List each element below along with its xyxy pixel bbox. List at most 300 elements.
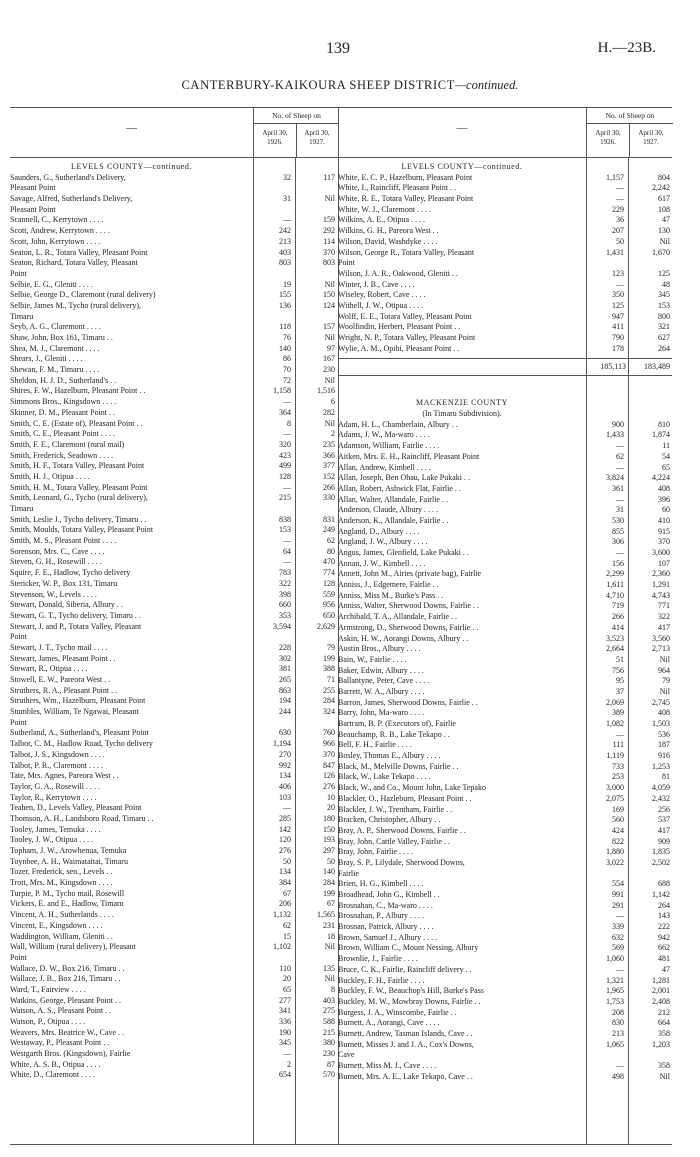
table-row (10, 1049, 338, 1060)
sheep-1926: 140 (279, 343, 291, 353)
sheep-1927: 153 (658, 300, 670, 310)
table-row (10, 183, 338, 194)
table-row (338, 858, 672, 869)
owner-name: Timaru (10, 504, 34, 513)
table-row (10, 365, 338, 376)
owner-name: Tooley, J. W., Otipua . . . . (10, 835, 94, 845)
sheep-1926: 3,523 (606, 633, 624, 643)
sheep-1926: 660 (279, 600, 291, 610)
sheep-1926: 1,433 (606, 430, 624, 440)
table-row (338, 676, 672, 687)
owner-name: Woolfindin, Herbert, Pleasant Point . . (338, 322, 461, 332)
sheep-1926: 719 (612, 601, 624, 611)
table-row (338, 805, 672, 816)
owner-name: Allan, Walter, Allandale, Fairlie . . (338, 494, 448, 504)
sheep-1927: 417 (658, 825, 670, 835)
sheep-1927: 65 (662, 462, 670, 472)
sheep-1926: 76 (283, 333, 291, 342)
sheep-1927: 47 (662, 215, 670, 225)
sheep-1926: 2 (287, 1059, 291, 1069)
owner-name: Ballantyne, Peter, Cave . . . . (338, 676, 430, 686)
table-row (338, 901, 672, 912)
owner-name: Point (10, 717, 27, 727)
sheep-1927: 481 (658, 954, 670, 964)
owner-name: Vincent, E., Kingsdown . . . . (10, 920, 103, 930)
owner-name: Black, W., Lake Tekapo . . . . (338, 772, 431, 782)
owner-name: Annan, J. W., Kimbell . . . . (338, 558, 426, 568)
table-row (338, 430, 672, 441)
table-row (10, 964, 338, 975)
sheep-1927: 1,565 (317, 910, 335, 920)
table-row (10, 835, 338, 846)
owner-name: Austin Bros., Albury . . . . (338, 644, 421, 654)
owner-name: Scott, John, Kerrytown . . . . (10, 236, 101, 246)
table-row (338, 183, 672, 194)
sheep-1927: Nil (659, 1071, 670, 1081)
sheep-1926: 15 (283, 931, 291, 941)
table-row (338, 837, 672, 848)
owner-name: White, I., Raincliff, Pleasant Point . . (338, 183, 457, 193)
sheep-1927: 1,281 (652, 975, 670, 985)
owner-name: Pleasant Point (10, 204, 56, 214)
sheep-1927: 18 (327, 931, 335, 941)
sheep-1927: 130 (658, 226, 670, 236)
sheep-1927: 956 (323, 600, 335, 610)
table-row (10, 718, 338, 729)
table-row (10, 1070, 338, 1081)
sheep-1927: 48 (662, 279, 670, 289)
table-row (338, 719, 672, 730)
sheep-1926: 423 (279, 450, 291, 460)
owner-name: Vincent, A. H., Sutherlands . . . . (10, 910, 114, 920)
owner-name: Wilson, George R., Totara Valley, Pleasant (338, 247, 475, 257)
sheep-1927: 650 (323, 610, 335, 620)
sheep-1926: 37 (616, 686, 624, 696)
sheep-1927: 915 (658, 526, 670, 536)
owner-name: Steven, G. H., Rosewill . . . . (10, 557, 102, 567)
owner-name: Burgess, J. A., Winscombe, Fairlie . . (338, 1007, 457, 1017)
title-main: CANTERBURY-KAIKOURA SHEEP DISTRICT (181, 78, 455, 92)
sheep-1927: 408 (658, 708, 670, 718)
owner-name: Stewart, J. and P., Totara Valley, Pleasant (10, 621, 142, 631)
sheep-1926: 110 (279, 963, 291, 973)
sheep-1927: 199 (323, 888, 335, 898)
sheep-1926: 3,022 (606, 857, 624, 867)
owner-name: Brien, H. G., Kimbell . . . . (338, 879, 424, 889)
table-row (10, 932, 338, 943)
sheep-1926: 229 (612, 204, 624, 214)
table-row (338, 1072, 672, 1083)
table-row (10, 1038, 338, 1049)
table-row (338, 580, 672, 591)
sheep-1927: 180 (323, 813, 335, 823)
table-row (338, 655, 672, 666)
sheep-1927: 140 (323, 867, 335, 877)
sheep-1926: 31 (616, 505, 624, 515)
sheep-1927: 396 (658, 494, 670, 504)
owner-name: Sheldon, H. J. D., Sutherland's . . (10, 375, 117, 385)
table-row (10, 739, 338, 750)
table-row (10, 675, 338, 686)
owner-name: Scannell, C., Kerrytown . . . . (10, 215, 104, 225)
sheep-1926: 838 (279, 514, 291, 524)
page-reference: H.—23B. (597, 40, 656, 56)
sheep-1927: 128 (323, 578, 335, 588)
owner-name: Angland, J. W., Albury . . . . (338, 537, 428, 547)
sheep-1926: 206 (279, 899, 291, 909)
table-row (338, 194, 672, 205)
owner-name: Stevenson, W., Levels . . . . (10, 589, 97, 599)
sheep-1927: 417 (658, 622, 670, 632)
sheep-1926: 134 (279, 771, 291, 781)
sheep-1926: 123 (612, 268, 624, 278)
sheep-1927: 321 (658, 322, 670, 332)
sheep-1927: 79 (662, 676, 670, 686)
owner-name: Burnett, Miss M. J., Cave . . . . (338, 1061, 437, 1070)
table-row (338, 954, 672, 965)
table-row (10, 280, 338, 291)
sheep-1926: 822 (612, 836, 624, 846)
table-row (10, 536, 338, 547)
sheep-1926: 242 (279, 226, 291, 236)
table-row (10, 814, 338, 825)
table-row (10, 194, 338, 205)
owner-name: Topham, J. W., Arowhenua, Temuka (10, 846, 127, 855)
sheep-1926: 134 (279, 867, 291, 877)
sheep-1927: 80 (327, 546, 335, 556)
table-row (338, 173, 672, 184)
sheep-1926: 1,132 (273, 910, 291, 920)
owner-name: Talbot, J. S., Kingsdown . . . . (10, 749, 105, 759)
sheep-1927: 377 (323, 461, 335, 471)
sheep-1926: 2,069 (606, 697, 624, 707)
sheep-1927: 366 (323, 450, 335, 460)
table-row (10, 344, 338, 355)
sheep-1927: 324 (323, 707, 335, 717)
sheep-1926: — (283, 536, 291, 546)
sheep-1927: 537 (658, 815, 670, 825)
table-row (10, 397, 338, 408)
sheep-1927: 157 (323, 322, 335, 332)
sheep-1926: 253 (612, 772, 624, 782)
sheep-1927: 264 (658, 343, 670, 353)
owner-name: Watson, A. S., Pleasant Point . . (10, 1006, 112, 1016)
table-row (338, 237, 672, 248)
table-row (10, 269, 338, 280)
table-row (338, 420, 672, 431)
table-row (338, 322, 672, 333)
sheep-1927: 774 (323, 568, 335, 578)
table-row (10, 664, 338, 675)
owner-name: Smith, F. E., Claremont (rural mail) (10, 439, 125, 449)
sheep-1926: 95 (616, 676, 624, 686)
sheep-1926: 830 (612, 1018, 624, 1028)
sheep-1926: — (616, 729, 624, 739)
sheep-1927: 126 (323, 771, 335, 781)
sheep-1926: 560 (612, 815, 624, 825)
owner-name: Aitken, Mrs. E. H., Raincliff, Pleasant Point (338, 451, 480, 461)
table-row (10, 525, 338, 536)
table-row (10, 846, 338, 857)
sheep-1926: 350 (612, 290, 624, 300)
table-row (10, 942, 338, 953)
sheep-1926: 1,065 (606, 1039, 624, 1049)
sheep-1927: 1,142 (652, 890, 670, 899)
sheep-1926: 381 (279, 664, 291, 674)
sheep-1926: 50 (616, 236, 624, 246)
sheep-1927: Nil (324, 194, 335, 204)
table-row (338, 794, 672, 805)
sheep-1926: 50 (283, 856, 291, 866)
sheep-1926: — (616, 462, 624, 472)
table-row (10, 205, 338, 216)
sheep-1927: 8 (331, 984, 335, 994)
sheep-1927: 588 (323, 1017, 335, 1026)
table-row (10, 632, 338, 643)
owner-name: Bray, John, Fairlie . . . . (338, 847, 414, 857)
table-row (10, 771, 338, 782)
sheep-1926: 499 (279, 461, 291, 471)
owner-name: Blackler, O., Hazleburn, Pleasant Point . . (338, 793, 472, 803)
sheep-1927: 2,745 (652, 697, 670, 707)
table-row (10, 515, 338, 526)
sheep-1927: 800 (658, 311, 670, 321)
subsection-heading: (In Timaru Subdivision). (422, 409, 502, 419)
page-number: 139 (326, 40, 350, 57)
sheep-1926: — (283, 215, 291, 225)
sheep-1926: 364 (279, 407, 291, 417)
sheep-1927: 231 (323, 920, 335, 930)
table-row (10, 451, 338, 462)
sheep-1926: 72 (283, 375, 291, 385)
sheep-1927: 276 (323, 781, 335, 791)
owner-name: Anderson, Claude, Albury . . . . (338, 505, 438, 515)
sheep-1926: 336 (279, 1017, 291, 1026)
sheep-1926: 142 (279, 824, 291, 834)
sheep-1926: — (616, 548, 624, 557)
owner-name: Barry, John, Ma-waro . . . . (338, 708, 425, 718)
table-row (10, 547, 338, 558)
table-row (10, 568, 338, 579)
owner-name: Thomson, A. H., Landsboro Road, Timaru . . (10, 813, 154, 823)
sheep-1926: 406 (279, 781, 291, 791)
sheep-1926: 1,102 (273, 942, 291, 952)
table-row (338, 869, 672, 880)
table-row (338, 226, 672, 237)
sheep-1926: 411 (612, 322, 624, 332)
table-row (10, 579, 338, 590)
sheep-1926: — (616, 279, 624, 289)
sheep-1926: 20 (283, 974, 291, 984)
col-1927-header: April 30, 1927. (304, 129, 330, 146)
sheep-1927: 97 (327, 343, 335, 353)
table-row (10, 600, 338, 611)
table-row (10, 889, 338, 900)
sheep-1926: 320 (279, 439, 291, 449)
table-row (10, 504, 338, 515)
sheep-1927: 60 (662, 505, 670, 515)
sheep-1926: 1,965 (606, 986, 624, 996)
sheep-1927: 2,502 (652, 857, 670, 867)
sheep-1927: 284 (323, 878, 335, 888)
owner-name: Bain, W., Fairlie . . . . (338, 654, 407, 664)
sheep-1926: 2,075 (606, 793, 624, 803)
owner-name: Tate, Mrs. Agnes, Pareora West . . (10, 771, 119, 781)
sheep-1927: 771 (658, 601, 670, 611)
sheep-1926: 991 (612, 890, 624, 899)
table-row (338, 548, 672, 559)
sheep-1926: 863 (279, 685, 291, 695)
table-row (10, 686, 338, 697)
sheep-1926: 4,710 (606, 590, 624, 600)
owner-name: Bartram, B. P. (Executors of), Fairlie (338, 719, 456, 728)
owner-name: Barron, James, Sherwood Downs, Fairlie . . (338, 697, 478, 707)
sheep-1926: 213 (279, 236, 291, 246)
table-row (10, 1006, 338, 1017)
owner-name: Teahen, D., Levels Valley, Pleasant Point (10, 803, 142, 813)
table-row (338, 976, 672, 987)
sheep-1926: 1,611 (606, 580, 624, 590)
owner-name: Taylor, G. A., Rosewill . . . . (10, 781, 101, 791)
sheep-1926: 36 (616, 215, 624, 225)
table-row (10, 953, 338, 964)
table-row (338, 943, 672, 954)
sheep-1927: 1,874 (652, 430, 670, 440)
right-column (338, 107, 672, 1145)
owner-name: Seyb, A. G., Claremont . . . . (10, 322, 101, 332)
owner-name: Brown, Samuel J., Albury . . . . (338, 932, 438, 942)
col-1927-header: April 30, 1927. (638, 129, 664, 146)
sheep-1926: 111 (612, 740, 624, 750)
sheep-1927: 292 (323, 226, 335, 236)
owner-name: Allan, Andrew, Kimbell . . . . (338, 462, 431, 472)
sheep-1927: 230 (323, 1049, 335, 1059)
sheep-1927: 1,253 (652, 761, 670, 771)
sheep-1926: — (616, 964, 624, 974)
sheep-1927: 87 (327, 1059, 335, 1069)
table-row (10, 910, 338, 921)
table-row (338, 687, 672, 698)
sheep-count-group-label: No. of Sheep on (587, 111, 673, 124)
sheep-1927: Nil (324, 375, 335, 385)
owner-name: Fairlie (338, 868, 359, 878)
sheep-1927: 152 (323, 471, 335, 481)
table-row (10, 237, 338, 248)
sheep-1927: 370 (323, 247, 335, 257)
owner-name: Wall, William (rural delivery), Pleasant (10, 942, 136, 952)
sheep-1926: 265 (279, 675, 291, 684)
sheep-1926: 190 (279, 1027, 291, 1037)
table-row (10, 750, 338, 761)
table-row (338, 591, 672, 602)
sheep-1927: 964 (658, 665, 670, 675)
owner-name: Brosnan, Patrick, Albury . . . . (338, 922, 434, 932)
sheep-1927: Nil (324, 942, 335, 952)
owner-name: Tozer, Frederick, sen., Levels . . (10, 867, 113, 877)
sheep-1926: 803 (279, 258, 291, 268)
table-row (10, 867, 338, 878)
left-column (10, 107, 339, 1145)
table-row (338, 879, 672, 890)
owner-name: White, R. E., Totara Valley, Pleasant Point (338, 194, 474, 204)
sheep-1926: 403 (279, 247, 291, 257)
sheep-count-header (586, 108, 673, 157)
owner-name: Saunders, G., Sutherland's Delivery, (10, 172, 126, 182)
owner-name: Talbot, C. M., Hadlow Road, Tycho delivery (10, 739, 153, 749)
table-row (10, 408, 338, 419)
sheep-1926: 2,299 (606, 569, 624, 579)
table-row (338, 516, 672, 527)
sheep-1927: 282 (323, 407, 335, 417)
sheep-count-group-label: No. of Sheep on (254, 111, 339, 124)
table-row (10, 354, 338, 365)
table-row (338, 280, 672, 291)
sheep-1926: 62 (616, 451, 624, 461)
sheep-1926: 992 (279, 760, 291, 770)
table-row (10, 386, 338, 397)
owner-name: Black, M., Melville Downs, Fairlie . . (338, 761, 459, 771)
table-row (10, 312, 338, 323)
owner-name: Wilson, David, Washdyke . . . . (338, 236, 438, 246)
table-row (10, 921, 338, 932)
sheep-1927: 150 (323, 290, 335, 300)
sheep-1926: 424 (612, 825, 624, 835)
owner-name: Barrett, W. A., Albury . . . . (338, 686, 425, 696)
sheep-1927: 1,670 (652, 247, 670, 257)
owner-name: Wilson, J. A. R., Oakwood, Gleniti . . (338, 268, 458, 278)
table-row (10, 258, 338, 269)
table-row (338, 997, 672, 1008)
sheep-1927: 47 (662, 964, 670, 974)
owner-name: Brownlie, J., Fairlie . . . . (338, 954, 418, 964)
table-row (338, 312, 672, 323)
owner-name: Wiseley, Robert, Cave . . . . (338, 290, 426, 300)
sheep-1926: 208 (612, 1007, 624, 1017)
table-row (338, 730, 672, 741)
sheep-1927: 20 (327, 803, 335, 813)
sheep-1926: 125 (612, 300, 624, 310)
sheep-1926: 67 (283, 888, 291, 898)
sheep-1927: 2,242 (652, 183, 670, 193)
sheep-1926: 1,431 (606, 247, 624, 257)
owner-name: Westaway, P., Pleasant Point . . (10, 1038, 110, 1048)
sheep-1927: 107 (658, 558, 670, 568)
owner-name: Simmons Bros., Kingsdown . . . . (10, 397, 117, 407)
sheep-1926: 62 (283, 920, 291, 930)
sheep-1927: 297 (323, 846, 335, 855)
owner-name: Smith, Leonard, G., Tycho (rural delivery), (10, 493, 148, 503)
sheep-1926: 8 (287, 418, 291, 428)
table-row (338, 1040, 672, 1051)
sheep-1927: 50 (327, 856, 335, 866)
owner-name: Turpie, P. M., Tycho mail, Rosewill (10, 888, 125, 898)
sheep-1927: 4,743 (652, 590, 670, 600)
sheep-1926: 498 (612, 1071, 624, 1081)
owner-name: Smith, H. F., Totara Valley, Pleasant Point (10, 461, 145, 471)
name-column-header: — (456, 122, 468, 134)
sheep-1926: 398 (279, 589, 291, 599)
table-row (338, 772, 672, 783)
table-row (10, 173, 338, 184)
sheep-1926: 384 (279, 878, 291, 888)
table-row (10, 483, 338, 494)
sheep-1926: 244 (279, 707, 291, 717)
sheep-1927: 199 (323, 653, 335, 663)
sheep-1926: 136 (279, 300, 291, 310)
table-row (338, 644, 672, 655)
owner-name: Anniss, J., Edgemere, Fairlie . . (338, 580, 439, 590)
owner-name: Selbie, James M., Tycho (rural delivery), (10, 300, 142, 310)
